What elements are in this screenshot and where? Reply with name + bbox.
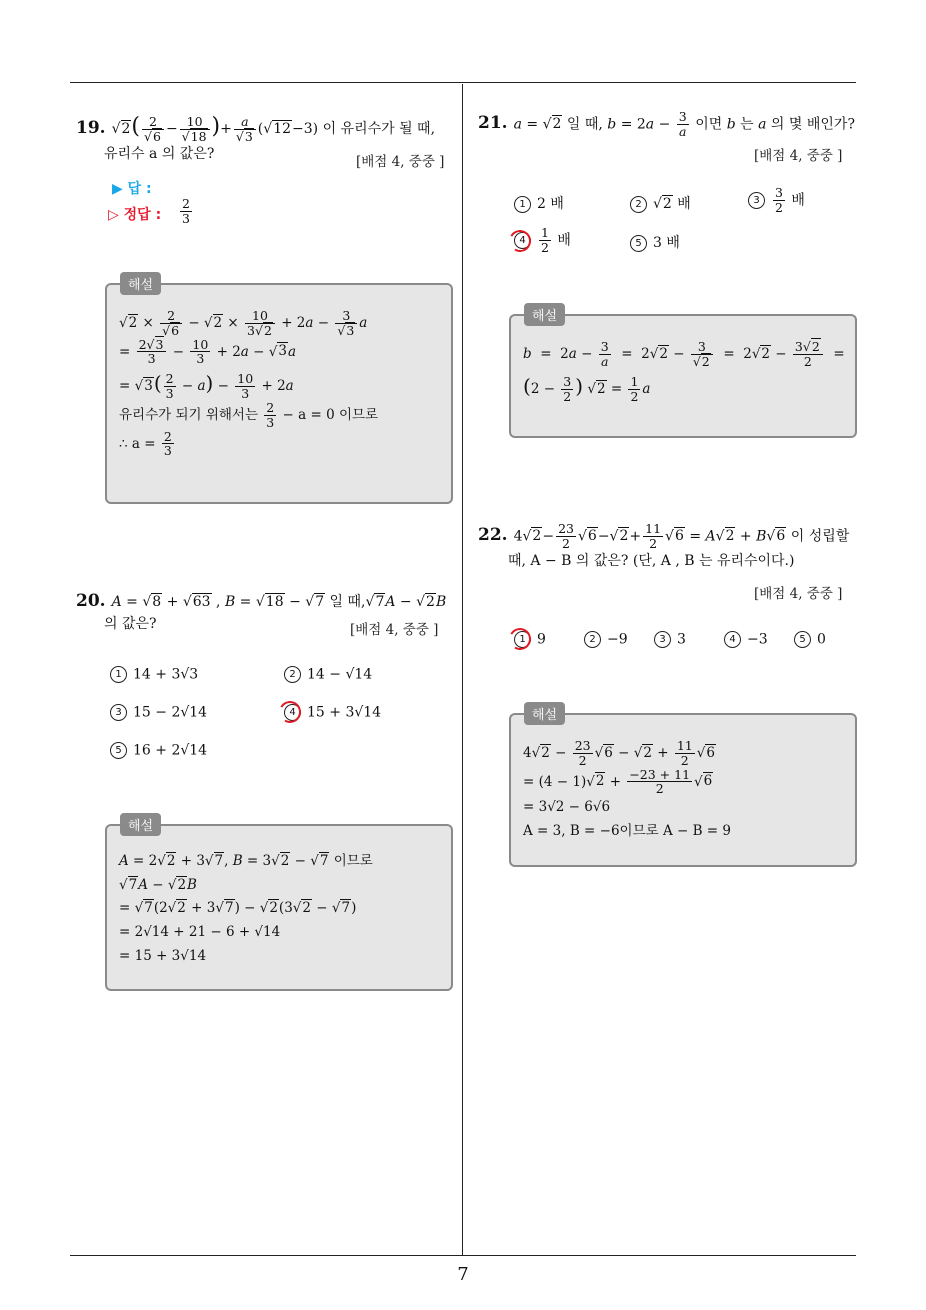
top-rule xyxy=(70,82,856,83)
choice-21-2[interactable]: 2 √2 배 xyxy=(630,193,691,213)
question-number: 19. xyxy=(76,118,106,138)
choice-22-2[interactable]: 2 −9 xyxy=(584,631,628,648)
question-number: 22. xyxy=(478,525,508,546)
choice-22-5[interactable]: 5 0 xyxy=(794,631,826,648)
choice-22-1[interactable]: 1 9 xyxy=(514,631,546,648)
solution-tag: 해설 xyxy=(524,303,565,326)
selected-mark-20 xyxy=(277,699,304,726)
solution-box-19: √2 × $\frac{2}{√6}$ − √2 × $\frac{10}{3√2}$ + 2a − $\frac{3}{√3}$ a = $\frac{2√3}{3}$ − $\frac{10}{3}$ + 2a − √3a = √3( $\frac{2}{3}$ − a) − $\frac{10}{3}$ + 2a 유리수가 되기 위해서는 $\frac{2}{3}$ − a = 0 이므로 ∴ a = $\frac{2}{3}$ xyxy=(105,283,453,504)
question-21: 21. a = √2 일 때, b = 2a − $\frac{3}{a}$ 이면 b 는 a 의 몇 배인가? xyxy=(478,109,855,139)
answer-label: ▶ 답 : xyxy=(112,181,152,197)
correct-answer-label: ▷ 정답 : xyxy=(108,207,162,223)
page-number: 7 xyxy=(457,1264,469,1285)
solution-tag: 해설 xyxy=(524,702,565,725)
choice-22-4[interactable]: 4 −3 xyxy=(724,631,768,648)
solution-tag: 해설 xyxy=(120,272,161,295)
bottom-rule xyxy=(70,1255,856,1256)
choice-20-2[interactable]: 2 14 − √14 xyxy=(284,666,372,683)
choice-20-4[interactable]: 4 15 + 3√14 xyxy=(284,704,381,721)
score-22: [배점 4, 중중 ] xyxy=(754,586,843,602)
solution-box-20: A = 2√2 + 3√7, B = 3√2 − √7 이므로 √7A − √2B = √7(2√2 + 3√7) − √2(3√2 − √7) = 2√14 + 21 − 6 + √14 = 15 + 3√14 xyxy=(105,824,453,991)
score-20: [배점 4, 중중 ] xyxy=(350,622,439,638)
question-20: 20. A = √8 + √63 , B = √18 − √7 일 때,√7A − √2B 의 값은? xyxy=(76,591,447,633)
choice-21-4[interactable]: 4 $\frac{1}{2}$ 배 xyxy=(514,226,571,255)
score-19: [배점 4, 중중 ] xyxy=(356,154,445,170)
question-number: 20. xyxy=(76,591,106,611)
score-21: [배점 4, 중중 ] xyxy=(754,148,843,164)
choice-21-3[interactable]: 3 $\frac{3}{2}$ 배 xyxy=(748,186,805,215)
choice-21-5[interactable]: 5 3 배 xyxy=(630,232,680,252)
correct-answer-value: $\frac{2}{3}$ xyxy=(182,196,190,226)
solution-tag: 해설 xyxy=(120,813,161,836)
choice-20-3[interactable]: 3 15 − 2√14 xyxy=(110,704,207,721)
choice-22-3[interactable]: 3 3 xyxy=(654,631,686,648)
solution-box-21: b = 2a − $\frac{3}{a}$ = 2√2 − $\frac{3}{√2}$ = 2√2 − $\frac{3√2}{2}$ = (2 − $\frac{3}{2}$ ) √2 = $\frac{1}{2}$ a xyxy=(509,314,857,438)
selected-mark-22 xyxy=(507,626,534,653)
choice-20-5[interactable]: 5 16 + 2√14 xyxy=(110,742,207,759)
question-22: 22. 4√2− $\frac{23}{2}$ √6−√2+ $\frac{11}{2}$ √6 = A√2 + B√6 이 성립할 때, A − B 의 값은? (단, A , B 는 유리수이다.) xyxy=(478,521,850,569)
question-number: 21. xyxy=(478,113,508,134)
solution-box-22: 4√2 − $\frac{23}{2}$ √6 − √2 + $\frac{11}{2}$ √6 = (4 − 1)√2 + $\frac{-23 + 11}{2}$ √6 = 3√2 − 6√6 A = 3, B = −6이므로 A − B = 9 xyxy=(509,713,857,867)
column-divider xyxy=(462,84,463,1256)
choice-20-1[interactable]: 1 14 + 3√3 xyxy=(110,666,198,683)
choice-21-1[interactable]: 1 2 배 xyxy=(514,193,564,213)
question-19-line2: 유리수 a 의 값은? xyxy=(104,146,215,163)
question-19-line1: 19. √2( $\frac{2}{√6}$ − $\frac{10}{√18}$ )+ $\frac{a}{√3}$ (√12−3) 이 유리수가 될 때, xyxy=(76,113,436,144)
